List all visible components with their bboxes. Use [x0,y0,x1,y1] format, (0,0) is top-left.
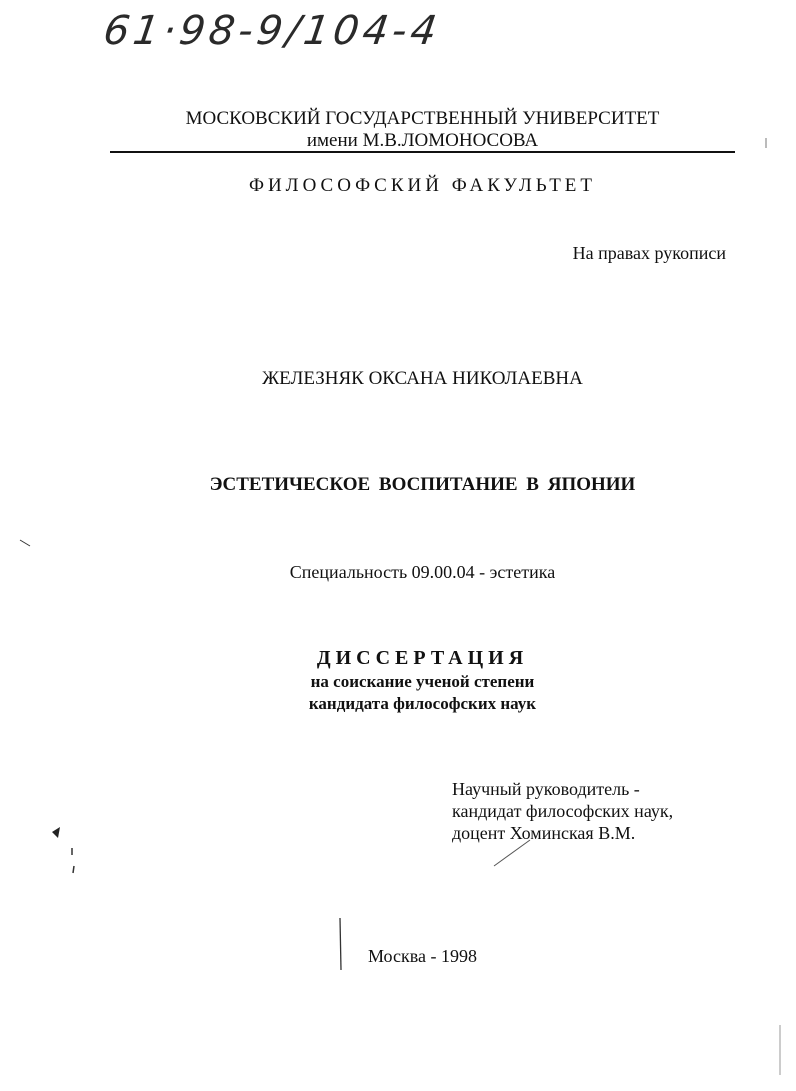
university-line-2: имени М.В.ЛОМОНОСОВА [306,130,539,151]
university-line-1: МОСКОВСКИЙ ГОСУДАРСТВЕННЫЙ УНИВЕРСИТЕТ [185,108,660,129]
scan-mark-bullet [52,827,60,838]
faculty-name: ФИЛОСОФСКИЙ ФАКУЛЬТЕТ [248,175,597,196]
scan-mark-dot-2 [73,866,74,873]
handwritten-catalog-number: 61·98-9/104-4 [100,8,444,54]
author-name: ЖЕЛЕЗНЯК ОКСАНА НИКОЛАЕВНА [262,368,583,389]
specialty-line: Специальность 09.00.04 - эстетика [289,562,556,582]
advisor-line-3: доцент Хоминская В.М. [452,823,636,843]
dissertation-title: ЭСТЕТИЧЕСКОЕ ВОСПИТАНИЕ В ЯПОНИИ [209,474,636,495]
rights-note: На правах рукописи [572,243,726,263]
dissertation-heading: ДИССЕРТАЦИЯ [316,647,529,669]
scan-mark-left [20,540,30,546]
advisor-line-2: кандидат философских наук, [452,801,674,821]
advisor-line-1: Научный руководитель - [452,779,640,799]
degree-line-1: на соискание ученой степени [310,672,535,691]
pen-stroke [340,918,341,970]
place-and-year: Москва - 1998 [368,946,477,966]
degree-line-2: кандидата философских наук [308,694,537,713]
signature-stroke [494,840,530,866]
